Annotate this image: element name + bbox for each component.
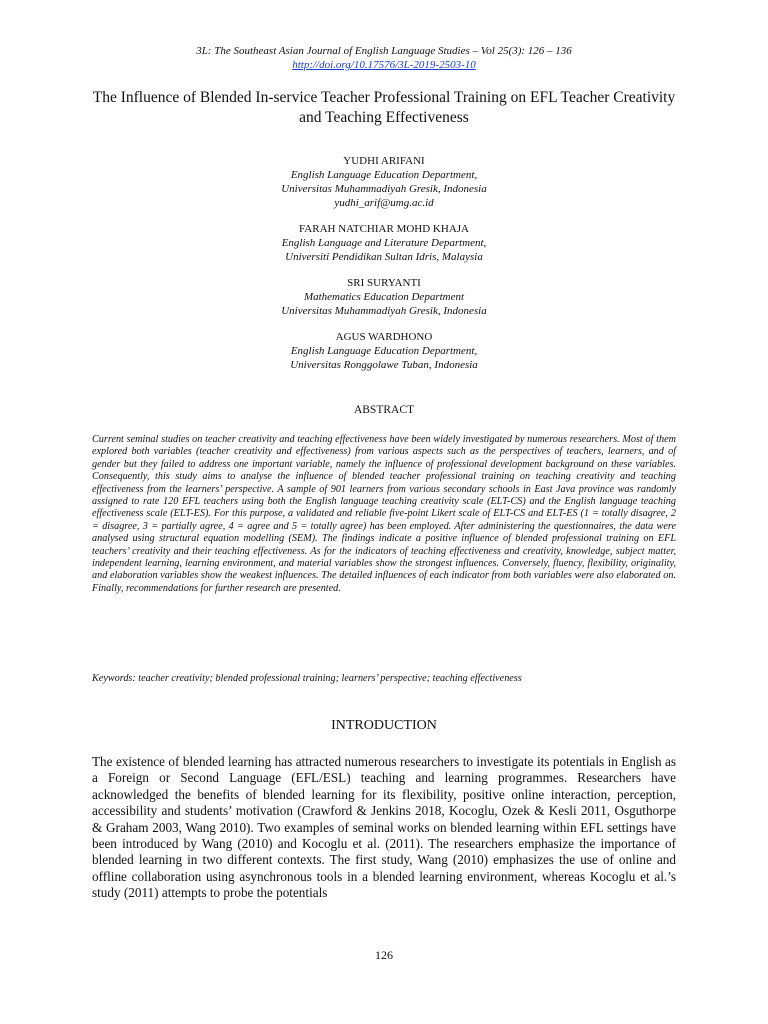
author-affiliation: English Language and Literature Department, [281, 237, 487, 249]
doi-link[interactable]: http://doi.org/10.17576/3L-2019-2503-10 [292, 59, 476, 71]
author-affiliation: English Language Education Department, [290, 169, 478, 181]
abstract-text: Current seminal studies on teacher creativity and teaching effectiveness have been widely investigated by numerous researchers. Most of them explored both variables (teacher creativity and effectiveness) from various aspects such as the perspectives of teachers, learners, and of gender but they failed to address one important variable, namely the influence of professional development background on these variables. Consequently, this study aims to analyse the influence of blended teacher professional training on teaching creativity and teaching effectiveness from the learners’ perspective. A sample of 901 learners from various secondary schools in East Java province was randomly assigned to rate 120 EFL teachers using both the English language teaching creativity scale (ELT-CS) and the English language teaching effectiveness scale (ELT-ES). For this purpose, a validated and reliable five-point Likert scale of ELT-CS and ELT-ES (1 = totally disagree, 2 = disagree, 3 = partially agree, 4 = agree and 5 = totally agree) has been employed. After administering the questionnaires, the data were analysed using structural equation modelling (SEM). The findings indicate a positive influence of blended professional training on EFL teachers’ creativity and their teaching effectiveness. As for the indicators of teaching effectiveness and creativity, knowledge, subject matter, independent learning, learning environment, and material variables show the strongest influences. Conversely, fluency, flexibility, originality, and elaboration variables show the weakest influences. The detailed influences of each indicator from both variables were also elaborated on. Finally, recommendations for further research are presented. [92, 434, 676, 594]
author-block [0, 154, 768, 210]
journal-citation: 3L: The Southeast Asian Journal of English Language Studies – Vol 25(3): 126 – 136 [196, 45, 572, 57]
author-block [0, 330, 768, 372]
author-affiliation: Universitas Muhammadiyah Gresik, Indonesia [281, 183, 487, 195]
author-name: YUDHI ARIFANI [343, 155, 425, 167]
journal-header [0, 44, 768, 72]
author-name: FARAH NATCHIAR MOHD KHAJA [298, 223, 469, 235]
author-name: SRI SURYANTI [347, 277, 421, 289]
author-email: yudhi_arif@umg.ac.id [334, 197, 434, 209]
author-list [0, 154, 768, 384]
author-affiliation: Universiti Pendidikan Sultan Idris, Malaysia [285, 251, 483, 263]
author-block [0, 222, 768, 264]
author-name: AGUS WARDHONO [335, 331, 433, 343]
author-affiliation: Mathematics Education Department [303, 291, 465, 303]
author-affiliation: English Language Education Department, [290, 345, 478, 357]
abstract-heading: ABSTRACT [353, 404, 415, 416]
introduction-text: The existence of blended learning has attracted numerous researchers to investigate its potentials in English as a Foreign or Second Language (EFL/ESL) teaching and learning programmes. Researchers have acknowledged the benefits of blended learning for its flexibility, positive online interaction, perception, accessibility and students’ motivation (Crawford & Jenkins 2018, Kocoglu, Ozek & Kesli 2011, Osguthorpe & Graham 2003, Wang 2010). Two examples of seminal works on blended learning within EFL settings have been introduced by Wang (2010) and Kocoglu et al. (2011). The researchers emphasize the importance of blended learning in two different contexts. The first study, Wang (2010) emphasizes the use of online and offline collaboration using asynchronous tools in a blended learning environment, whereas Kocoglu et al.’s study (2011) attempts to probe the potentials [92, 754, 676, 901]
page-number: 126 [375, 948, 393, 962]
keywords: Keywords: teacher creativity; blended professional training; learners’ perspective; teaching effectiveness [92, 673, 522, 684]
author-affiliation: Universitas Muhammadiyah Gresik, Indonesia [281, 305, 487, 317]
author-affiliation: Universitas Ronggolawe Tuban, Indonesia [290, 359, 478, 371]
author-block [0, 276, 768, 318]
paper-title: The Influence of Blended In-service Teacher Professional Training on EFL Teacher Creativity and Teaching Effectiveness [92, 89, 676, 126]
introduction-heading: INTRODUCTION [331, 718, 437, 733]
